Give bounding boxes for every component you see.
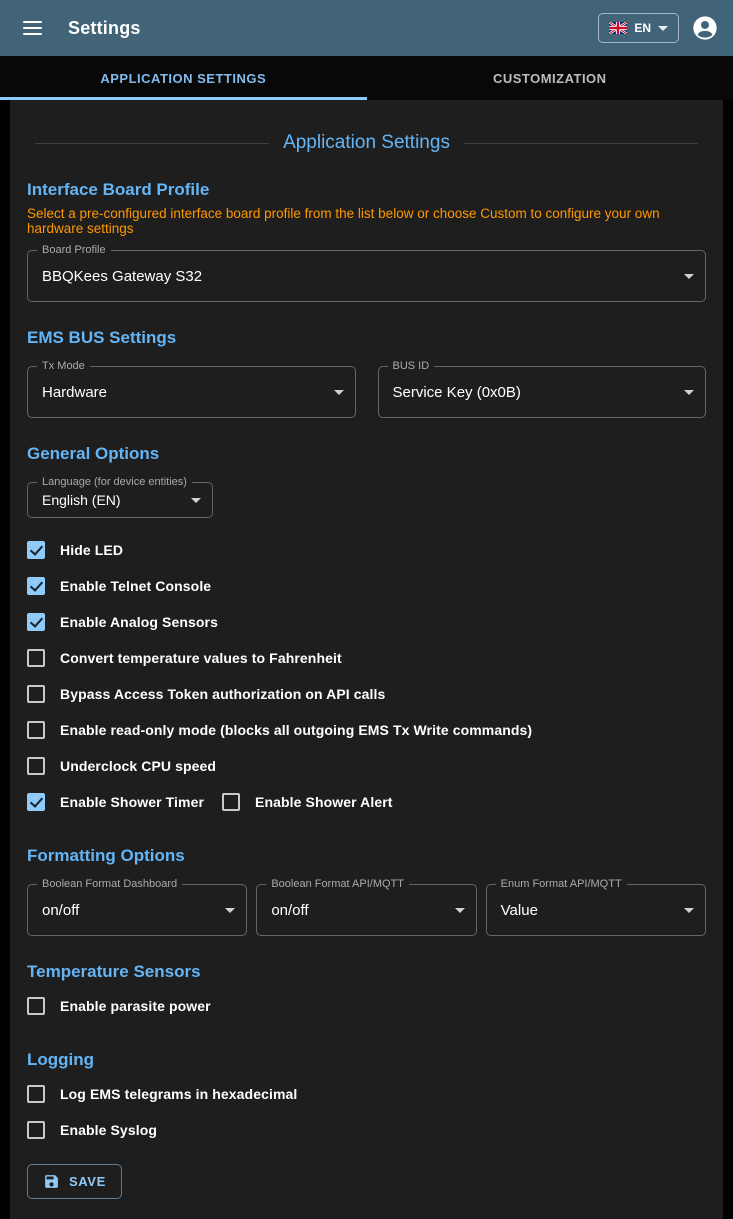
checkbox-underclock-cpu[interactable] [27, 757, 216, 775]
page-title: Application Settings [283, 132, 450, 154]
divider [464, 143, 698, 144]
chevron-down-icon [334, 390, 344, 395]
page-title-row [35, 132, 698, 154]
chevron-down-icon [658, 26, 668, 31]
checkbox-log-ems-hex[interactable] [27, 1085, 297, 1103]
section-logging: Logging [27, 1050, 706, 1070]
checkbox-icon[interactable] [27, 541, 45, 559]
chevron-down-icon [225, 908, 235, 913]
bus-id-select[interactable] [378, 366, 707, 418]
boolean-format-api-value: on/off [271, 902, 308, 919]
account-circle-icon[interactable] [691, 14, 719, 42]
checkbox-icon[interactable] [27, 793, 45, 811]
tab-bar [0, 56, 733, 100]
checkbox-enable-telnet-console[interactable] [27, 577, 211, 595]
checkbox-enable-parasite-power[interactable] [27, 997, 211, 1015]
bus-id-value: Service Key (0x0B) [393, 384, 521, 401]
checkbox-label: Enable Shower Alert [255, 794, 393, 810]
uk-flag-icon [609, 22, 627, 34]
checkbox-icon[interactable] [27, 997, 45, 1015]
chevron-down-icon [455, 908, 465, 913]
checkbox-enable-syslog[interactable] [27, 1121, 157, 1139]
checkbox-row [27, 532, 706, 568]
language-select[interactable] [27, 482, 213, 518]
checkbox-row [27, 604, 706, 640]
tx-mode-label: Tx Mode [37, 360, 90, 372]
chevron-down-icon [684, 390, 694, 395]
enum-format-api-value: Value [501, 902, 538, 919]
interface-board-description: Select a pre-configured interface board profile from the list below or choose Custom to configure your own hardware settings [27, 206, 706, 236]
checkbox-label: Enable Syslog [60, 1122, 157, 1138]
section-ems-bus-settings: EMS BUS Settings [27, 328, 706, 348]
chevron-down-icon [191, 498, 201, 503]
settings-panel [10, 100, 723, 1219]
section-general-options: General Options [27, 444, 706, 464]
floppy-disk-icon [43, 1173, 60, 1190]
menu-icon[interactable] [12, 8, 52, 48]
enum-format-api-select[interactable] [486, 884, 706, 936]
section-formatting-options: Formatting Options [27, 846, 706, 866]
tab-customization[interactable]: CUSTOMIZATION [367, 56, 733, 100]
enum-format-api-label: Enum Format API/MQTT [496, 878, 627, 890]
checkbox-row [27, 988, 706, 1024]
divider [35, 143, 269, 144]
checkbox-row [27, 712, 706, 748]
checkbox-label: Underclock CPU speed [60, 758, 216, 774]
tx-mode-select[interactable] [27, 366, 356, 418]
checkbox-icon[interactable] [27, 685, 45, 703]
board-profile-value: BBQKees Gateway S32 [42, 268, 202, 285]
chevron-down-icon [684, 908, 694, 913]
checkbox-icon[interactable] [222, 793, 240, 811]
checkbox-label: Enable parasite power [60, 998, 211, 1014]
save-button[interactable] [27, 1164, 122, 1199]
language-code-label: EN [634, 21, 651, 35]
boolean-format-api-label: Boolean Format API/MQTT [266, 878, 409, 890]
checkbox-label: Log EMS telegrams in hexadecimal [60, 1086, 297, 1102]
checkbox-row [27, 640, 706, 676]
checkbox-label: Enable Analog Sensors [60, 614, 218, 630]
chevron-down-icon [684, 274, 694, 279]
checkbox-label: Hide LED [60, 542, 123, 558]
checkbox-enable-shower-alert[interactable] [222, 793, 393, 811]
checkbox-icon[interactable] [27, 757, 45, 775]
checkbox-row [27, 748, 706, 784]
checkbox-read-only-mode[interactable] [27, 721, 532, 739]
checkbox-enable-shower-timer[interactable] [27, 793, 204, 811]
checkbox-icon[interactable] [27, 1085, 45, 1103]
page-header-title: Settings [68, 18, 598, 39]
save-button-label: SAVE [69, 1174, 106, 1189]
checkbox-row [27, 1112, 706, 1148]
checkbox-bypass-access-token[interactable] [27, 685, 385, 703]
checkbox-row [27, 676, 706, 712]
language-select-label: Language (for device entities) [37, 476, 192, 488]
checkbox-label: Enable read-only mode (blocks all outgoing EMS Tx Write commands) [60, 722, 532, 738]
checkbox-label: Enable Telnet Console [60, 578, 211, 594]
checkbox-label: Convert temperature values to Fahrenheit [60, 650, 342, 666]
checkbox-icon[interactable] [27, 613, 45, 631]
boolean-format-api-select[interactable] [256, 884, 476, 936]
checkbox-convert-fahrenheit[interactable] [27, 649, 342, 667]
boolean-format-dashboard-label: Boolean Format Dashboard [37, 878, 182, 890]
boolean-format-dashboard-value: on/off [42, 902, 79, 919]
checkbox-enable-analog-sensors[interactable] [27, 613, 218, 631]
tx-mode-value: Hardware [42, 384, 107, 401]
checkbox-icon[interactable] [27, 649, 45, 667]
checkbox-icon[interactable] [27, 577, 45, 595]
language-selector[interactable] [598, 13, 679, 43]
checkbox-row [27, 1076, 706, 1112]
checkbox-icon[interactable] [27, 1121, 45, 1139]
checkbox-hide-led[interactable] [27, 541, 123, 559]
section-interface-board-profile: Interface Board Profile [27, 180, 706, 200]
checkbox-label: Enable Shower Timer [60, 794, 204, 810]
language-select-value: English (EN) [42, 492, 121, 508]
app-bar [0, 0, 733, 56]
board-profile-select[interactable] [27, 250, 706, 302]
checkbox-row [27, 568, 706, 604]
bus-id-label: BUS ID [388, 360, 435, 372]
checkbox-row [27, 784, 706, 820]
checkbox-label: Bypass Access Token authorization on API calls [60, 686, 385, 702]
boolean-format-dashboard-select[interactable] [27, 884, 247, 936]
checkbox-icon[interactable] [27, 721, 45, 739]
board-profile-label: Board Profile [37, 244, 111, 256]
tab-application-settings[interactable]: APPLICATION SETTINGS [0, 56, 367, 100]
section-temperature-sensors: Temperature Sensors [27, 962, 706, 982]
